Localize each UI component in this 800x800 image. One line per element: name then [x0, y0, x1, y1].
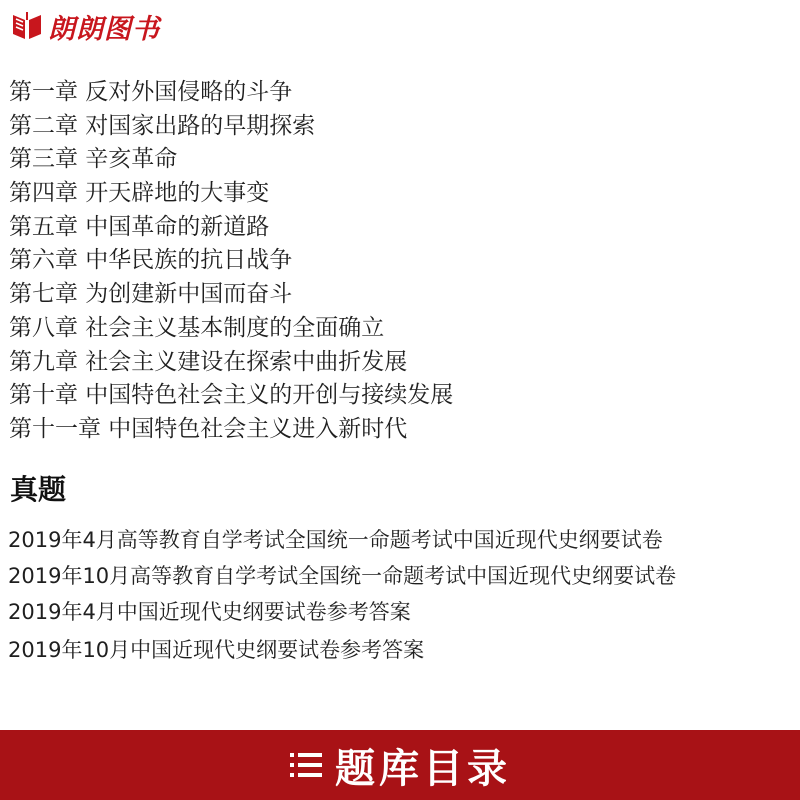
brand-name: 朗朗图书: [48, 13, 160, 45]
exam-item: 2019年4月中国近现代史纲要试卷参考答案: [8, 600, 411, 624]
chapter-item: 第三章 辛亥革命: [9, 146, 178, 173]
brand-header: [10, 6, 160, 46]
chapter-item: 第十章 中国特色社会主义的开创与接续发展: [9, 382, 454, 409]
chapter-list: [9, 76, 453, 447]
list-icon: [289, 748, 323, 782]
chapter-item: 第六章 中华民族的抗日战争: [9, 247, 293, 274]
chapter-item: 第二章 对国家出路的早期探索: [9, 112, 316, 139]
chapter-item: 第九章 社会主义建设在探索中曲折发展: [9, 348, 408, 375]
red-book-logo-icon: [10, 9, 44, 43]
exam-item: 2019年4月高等教育自学考试全国统一命题考试中国近现代史纲要试卷: [8, 528, 663, 552]
chapter-item: 第四章 开天辟地的大事变: [9, 180, 270, 207]
section-title-exams: 真题: [10, 473, 67, 506]
chapter-item: 第十一章 中国特色社会主义进入新时代: [9, 415, 408, 442]
exam-item: 2019年10月高等教育自学考试全国统一命题考试中国近现代史纲要试卷: [8, 564, 677, 588]
banner-title: 题库目录: [335, 745, 511, 792]
exam-list: [8, 522, 676, 668]
chapter-item: 第五章 中国革命的新道路: [9, 213, 270, 240]
chapter-item: 第八章 社会主义基本制度的全面确立: [9, 314, 385, 341]
exam-item: 2019年10月中国近现代史纲要试卷参考答案: [8, 638, 425, 662]
footer-banner: [0, 730, 800, 800]
chapter-item: 第七章 为创建新中国而奋斗: [9, 281, 293, 308]
chapter-item: 第一章 反对外国侵略的斗争: [9, 79, 293, 105]
